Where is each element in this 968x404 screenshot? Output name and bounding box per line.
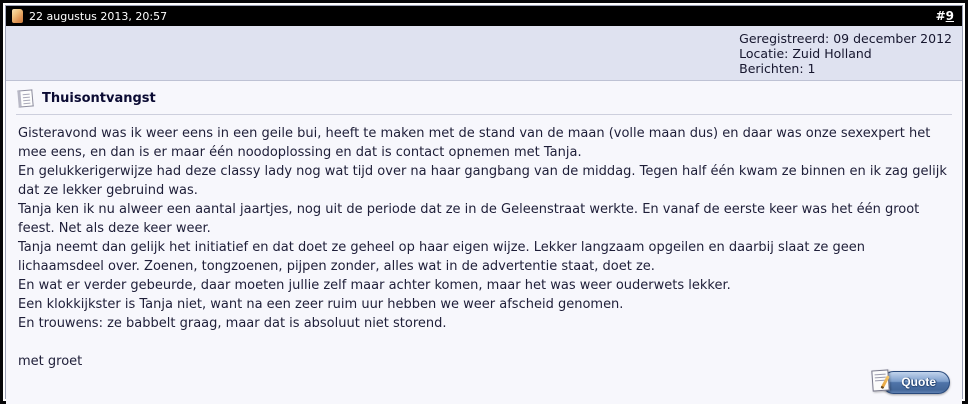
post-closing: met groet xyxy=(18,354,83,369)
post-number-hash: # xyxy=(935,9,946,23)
post-number-link[interactable] xyxy=(936,9,954,23)
user-info-stack xyxy=(739,31,952,76)
post-paragraph: Gisteravond was ik weer eens in een geile bui, heeft te maken met de stand van de maan (volle maan dus) en daar was onze sexexpert het mee eens, en dan is er maar één noodoplossing en dat is contact opnemen met Tanja. xyxy=(18,126,931,160)
post-body-area xyxy=(6,81,962,404)
post-title-row xyxy=(16,81,952,115)
post-date: 22 augustus 2013, 20:57 xyxy=(29,9,168,23)
post-header-bar xyxy=(6,6,962,26)
post-title: Thuisontvangst xyxy=(42,91,156,106)
old-post-icon xyxy=(12,9,23,23)
post-paragraph: Een klokkijkster is Tanja niet, want na een zeer ruim uur hebben we weer afscheid genomen. xyxy=(18,297,624,312)
quote-button-label: Quote xyxy=(901,375,936,389)
post-paragraph: En trouwens: ze babbelt graag, maar dat is absoluut niet storend. xyxy=(18,316,447,331)
post-note-icon xyxy=(17,89,33,107)
post-number-value: 9 xyxy=(945,9,954,23)
user-registered: Geregistreerd: 09 december 2012 xyxy=(739,31,952,46)
quote-button[interactable] xyxy=(882,371,950,394)
user-location: Locatie: Zuid Holland xyxy=(739,46,872,61)
post-paragraph: Tanja ken ik nu alweer een aantal jaartjes, nog uit de periode dat ze in de Geleenstraat werkte. En vanaf de eerste keer was het één groot feest. Net als deze keer weer. xyxy=(18,202,920,236)
post-footer-row xyxy=(16,371,952,404)
user-post-count: Berichten: 1 xyxy=(739,61,816,76)
quote-paper-pencil-icon xyxy=(872,369,890,391)
blank-line xyxy=(18,333,950,352)
post-message xyxy=(16,115,952,371)
post-paragraph: En wat er verder gebeurde, daar moeten jullie zelf maar achter komen, maar het was weer ouderwets lekker. xyxy=(18,278,731,293)
post-paragraph: En gelukkerigerwijze had deze classy lady nog wat tijd over na haar gangbang van de middag. Tegen half één kwam ze binnen en ik zag gelijk dat ze lekker gebruind was. xyxy=(18,164,947,198)
post-paragraph: Tanja neemt dan gelijk het initiatief en dat doet ze geheel op haar eigen wijze. Lekker langzaam opgeilen en daarbij slaat ze geen lichaamsdeel over. Zoenen, tongzoenen, pijpen zonder, alles wat in de advertentie staat, doet ze. xyxy=(18,240,866,274)
user-info-band xyxy=(6,26,962,81)
post-container xyxy=(5,5,963,399)
